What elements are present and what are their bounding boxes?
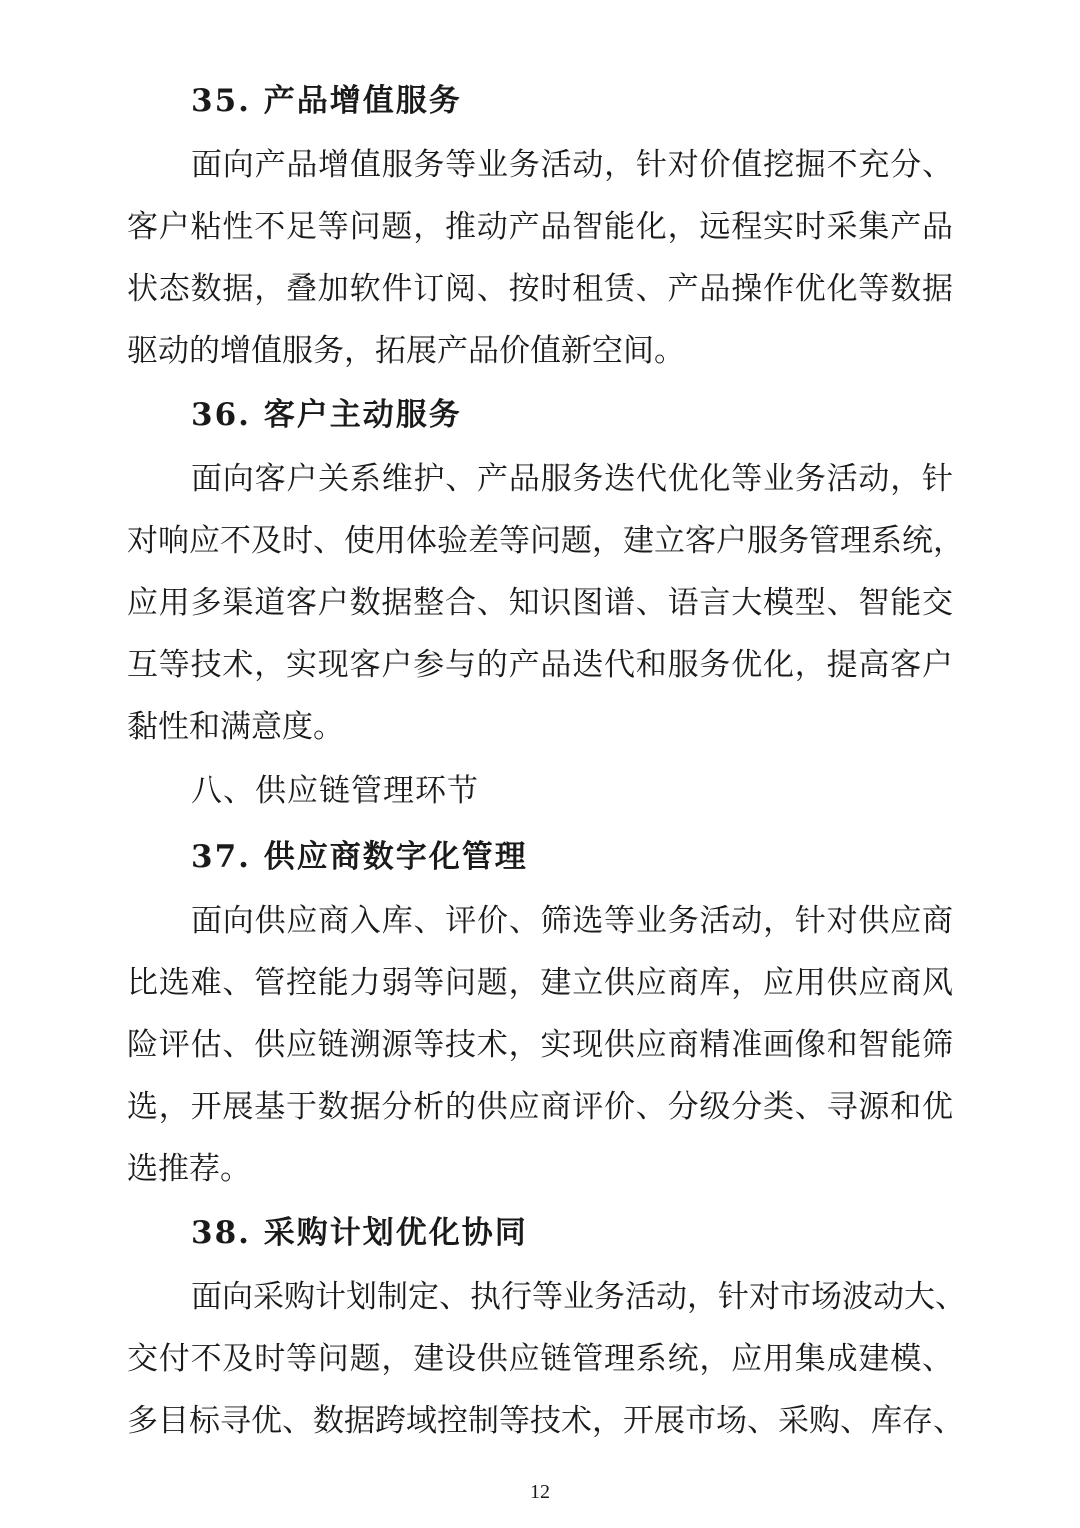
paragraph-line: 交付不及时等问题，建设供应链管理系统，应用集成建模、 (127, 1341, 953, 1377)
paragraph-line: 状态数据，叠加软件订阅、按时租赁、产品操作优化等数据 (127, 271, 953, 307)
paragraph-line: 面向产品增值服务等业务活动，针对价值挖掘不充分、 (191, 147, 953, 183)
paragraph-line: 面向供应商入库、评价、筛选等业务活动，针对供应商 (191, 903, 953, 939)
paragraph-line: 比选难、管控能力弱等问题，建立供应商库，应用供应商风 (127, 965, 953, 1001)
section-heading-38: 38. 采购计划优化协同 (191, 1215, 528, 1251)
paragraph-line: 黏性和满意度。 (127, 709, 344, 745)
paragraph-37 (127, 890, 953, 1200)
category-heading: 八、供应链管理环节 (191, 773, 479, 809)
document-body (127, 68, 966, 1452)
paragraph-line: 驱动的增值服务，拓展产品价值新空间。 (127, 333, 685, 369)
paragraph-36 (127, 448, 964, 758)
paragraph-line: 应用多渠道客户数据整合、知识图谱、语言大模型、智能交 (127, 585, 953, 621)
paragraph-line: 对响应不及时、使用体验差等问题，建立客户服务管理系统， (127, 523, 964, 559)
paragraph-line: 险评估、供应链溯源等技术，实现供应商精准画像和智能筛 (127, 1027, 953, 1063)
paragraph-line: 面向采购计划制定、执行等业务活动，针对市场波动大、 (191, 1279, 966, 1315)
paragraph-line: 选，开展基于数据分析的供应商评价、分级分类、寻源和优 (127, 1089, 953, 1125)
section-heading-35: 35. 产品增值服务 (191, 83, 462, 119)
paragraph-35 (127, 134, 953, 382)
page-number: 12 (530, 1481, 550, 1503)
paragraph-38 (127, 1266, 966, 1452)
paragraph-line: 客户粘性不足等问题，推动产品智能化，远程实时采集产品 (127, 209, 953, 245)
paragraph-line: 互等技术，实现客户参与的产品迭代和服务优化，提高客户 (127, 647, 953, 683)
paragraph-line: 多目标寻优、数据跨域控制等技术，开展市场、采购、库存、 (127, 1403, 964, 1439)
paragraph-line: 面向客户关系维护、产品服务迭代优化等业务活动，针 (191, 461, 953, 497)
section-heading-37: 37. 供应商数字化管理 (191, 839, 528, 875)
section-heading-36: 36. 客户主动服务 (191, 397, 462, 433)
paragraph-line: 选推荐。 (127, 1151, 251, 1187)
